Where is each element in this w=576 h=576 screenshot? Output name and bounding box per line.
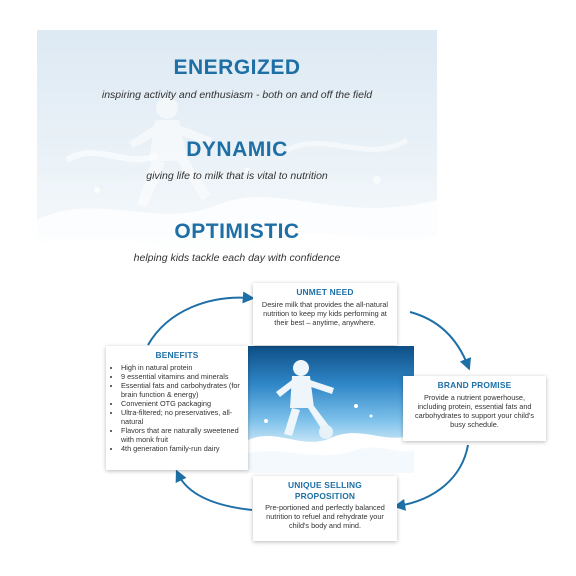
arrow-benefits-to-need <box>148 298 250 345</box>
arrow-need-to-promise <box>410 312 468 366</box>
value-tagline-dynamic: giving life to milk that is vital to nutrition <box>146 170 328 182</box>
benefit-item: • Flavors that are naturally sweetened with monk fruit <box>121 426 242 444</box>
benefit-item: • High in natural protein <box>121 363 242 372</box>
benefit-item: • Essential fats and carbohydrates (for brain function & energy) <box>121 381 242 399</box>
value-tagline-optimistic: helping kids tackle each day with confidence <box>133 252 341 264</box>
brand-promise-body: Provide a nutrient powerhouse, including protein, essential fats and carbohydrates to support your child's busy schedule. <box>414 392 535 429</box>
usp-title: UNIQUE SELLING PROPOSITION <box>288 480 362 501</box>
benefit-item: • Convenient OTG packaging <box>121 399 242 408</box>
benefits-list <box>112 363 242 454</box>
usp-body: Pre-portioned and perfectly balanced nutrition to refuel and rehydrate your child's body and mind. <box>265 503 385 531</box>
brand-promise-title: BRAND PROMISE <box>437 380 512 390</box>
unmet-need-card <box>253 283 397 345</box>
benefit-item: • 9 essential vitamins and minerals <box>121 372 242 381</box>
unmet-need-title: UNMET NEED <box>296 287 354 297</box>
usp-card <box>253 476 397 541</box>
value-heading-optimistic: OPTIMISTIC <box>174 220 300 243</box>
benefits-title: BENEFITS <box>155 350 199 360</box>
kid-figure <box>276 360 334 436</box>
hero-image-kid-milk-splash <box>246 346 414 473</box>
unmet-need-body: Desire milk that provides the all-natural nutrition to keep my kids performing at their best – anytime, anywhere. <box>261 299 389 327</box>
benefit-item: • 4th generation family-run dairy <box>121 444 242 453</box>
value-heading-energized: ENERGIZED <box>173 56 301 79</box>
arrow-usp-to-benefits <box>178 474 252 510</box>
benefits-card <box>106 346 248 470</box>
soccer-ball <box>319 425 333 439</box>
value-heading-dynamic: DYNAMIC <box>186 138 288 161</box>
value-tagline-energized: inspiring activity and enthusiasm - both on and off the field <box>101 89 373 101</box>
benefit-item: • Ultra-filtered; no preservatives, all-natural <box>121 408 242 426</box>
brand-promise-card <box>403 376 546 441</box>
